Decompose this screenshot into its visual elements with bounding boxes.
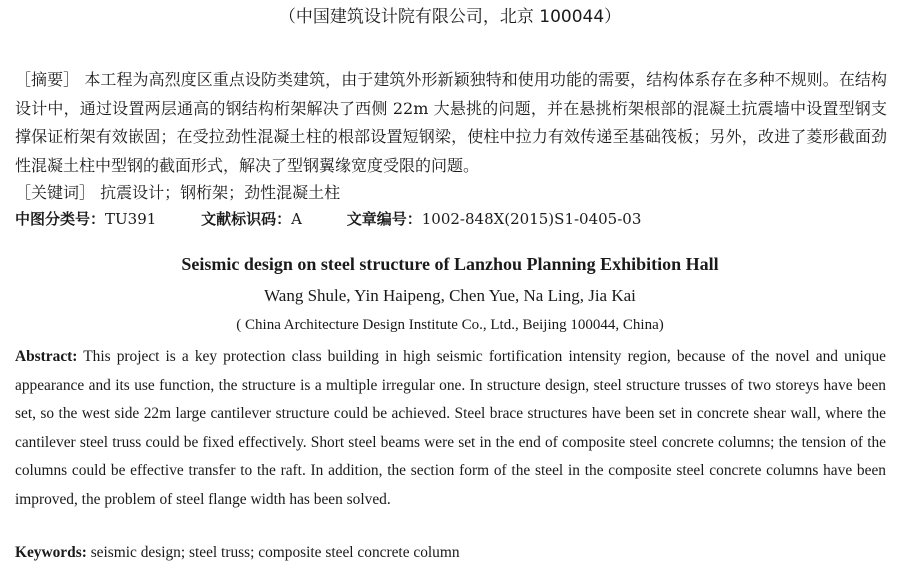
chinese-abstract-text: 本工程为高烈度区重点设防类建筑，由于建筑外形新颖独特和使用功能的需要，结构体系存在多种不规则。在结构设计中，通过设置两层通高的钢结构桁架解决了西侧 22m 大悬挑的问题，并在悬挑桁架根部的混凝土抗震墙中设置型钢支撑保证桁架有效嵌固；在受拉劲性混凝土柱的根部设置短钢梁，使柱中拉力有效传递至基础筏板；另外，改进了菱形截面劲性混凝土柱中型钢的截面形式，解决了型钢翼缘宽度受限的问题。: [15, 70, 887, 175]
chinese-metadata: [15, 208, 887, 229]
chinese-keywords: [15, 180, 340, 203]
chinese-abstract-label: ［摘要］: [15, 70, 80, 89]
english-title: Seismic design on steel structure of Lanzhou Planning Exhibition Hall: [181, 254, 719, 274]
chinese-affiliation: （中国建筑设计院有限公司，北京 100044）: [278, 7, 622, 27]
chinese-keywords-text: 抗震设计；钢桁架；劲性混凝土柱: [100, 183, 341, 202]
clc-value: TU391: [105, 210, 157, 228]
article-no-label: 文章编号：: [346, 210, 422, 228]
english-abstract-text: This project is a key protection class building in high seismic fortification intensity region, because of the novel and unique appearance and its use function, the structure is a multiple irregular one. In structure design, steel structure trusses of two storeys have been set, so the west side 22m large cantilever structure could be achieved. Steel brace structures have been set in concrete shear wall, where the cantilever steel truss could be fixed effectively. Short steel beams were set in the end of composite steel concrete columns; the tension of the columns could be effective transfer to the raft. In addition, the section form of the steel in the composite steel concrete columns have been improved, the problem of steel flange width has been solved.: [15, 348, 886, 508]
english-abstract: [15, 343, 886, 515]
clc-number: [15, 208, 156, 229]
chinese-keywords-label: ［关键词］: [15, 183, 96, 202]
document-code: [201, 208, 302, 229]
chinese-abstract: [15, 66, 887, 180]
english-keywords: [15, 544, 460, 562]
english-affiliation: ( China Architecture Design Institute Co., Ltd., Beijing 100044, China): [236, 317, 664, 333]
clc-label: 中图分类号：: [15, 210, 106, 228]
doc-code-label: 文献标识码：: [201, 210, 292, 228]
english-authors: Wang Shule, Yin Haipeng, Chen Yue, Na Ling, Jia Kai: [264, 286, 636, 305]
english-keywords-label: Keywords:: [15, 544, 87, 561]
article-number: [347, 208, 642, 229]
english-abstract-label: Abstract:: [15, 348, 78, 365]
doc-code-value: A: [291, 210, 302, 228]
english-keywords-text: seismic design; steel truss; composite steel concrete column: [90, 544, 460, 561]
article-no-value: 1002-848X(2015)S1-0405-03: [421, 210, 642, 228]
